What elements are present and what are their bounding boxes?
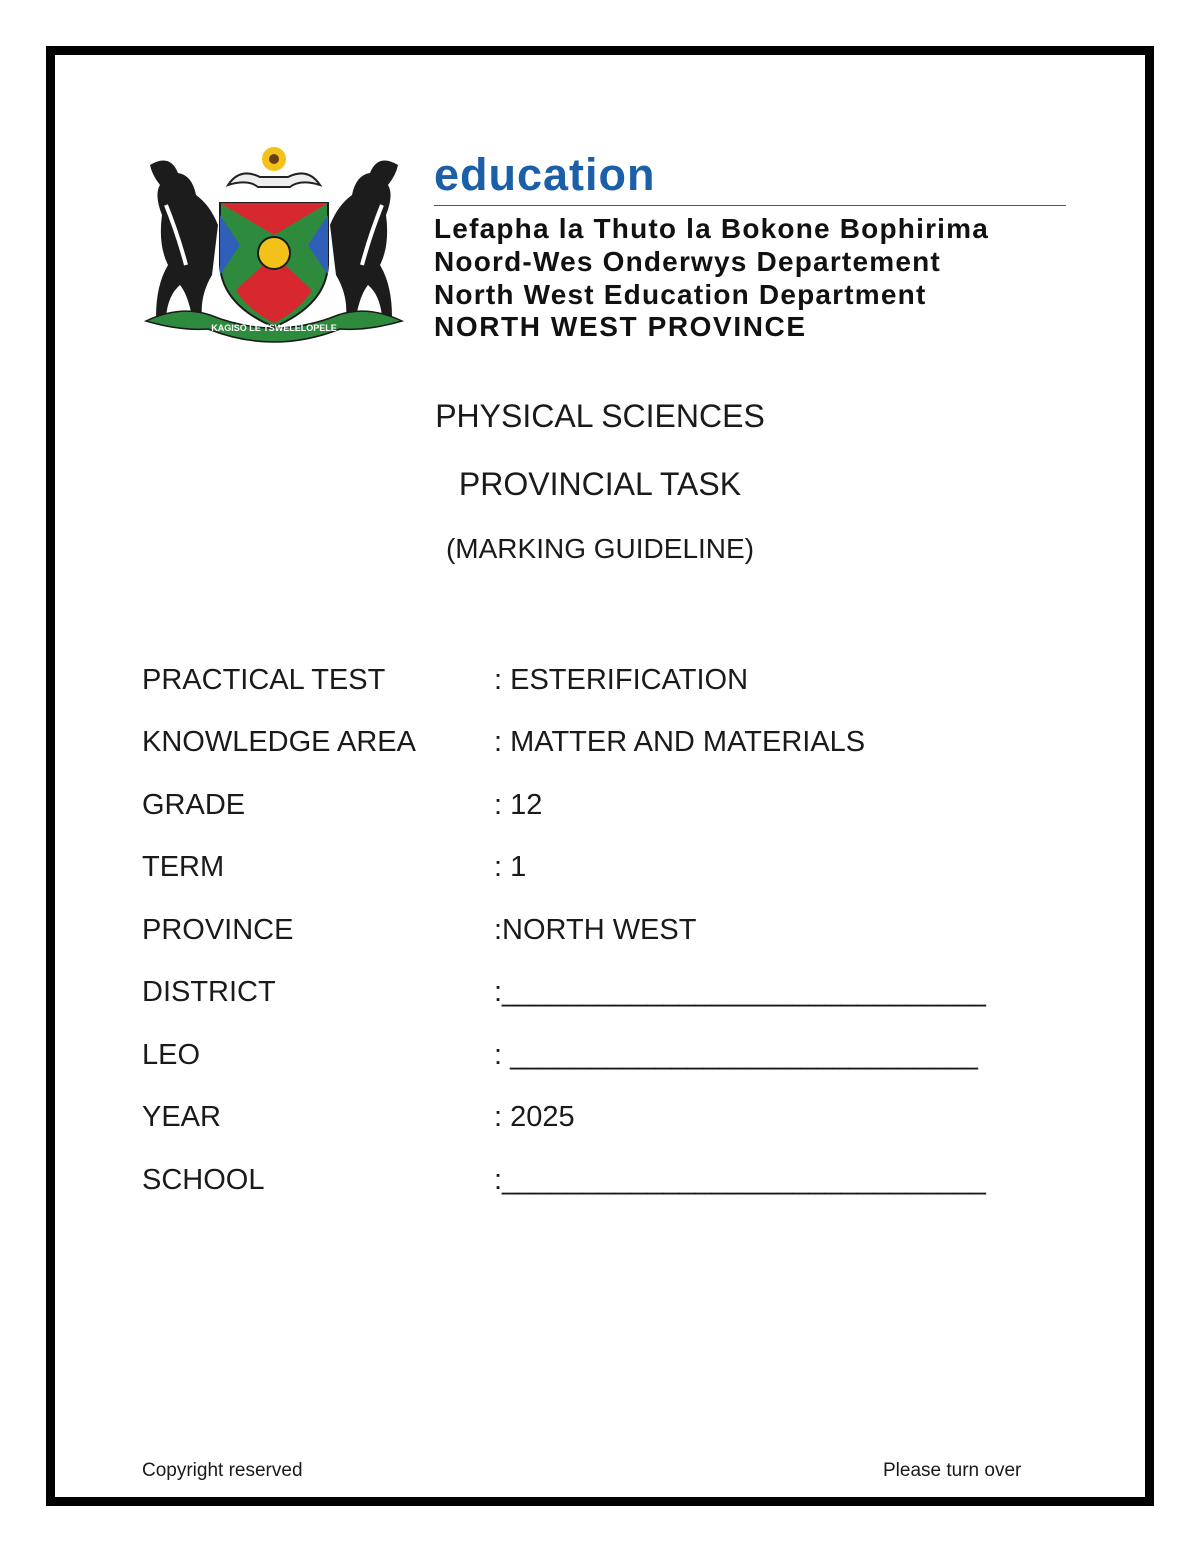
detail-label: PROVINCE bbox=[142, 914, 294, 946]
north-west-coat-of-arms-logo bbox=[140, 145, 408, 355]
department-name-english: North West Education Department bbox=[434, 279, 927, 310]
detail-row-practical-test bbox=[142, 660, 1102, 700]
copyright-notice: Copyright reserved bbox=[142, 1460, 303, 1481]
turn-over-notice: Please turn over bbox=[883, 1460, 1022, 1481]
detail-label: LEO bbox=[142, 1039, 201, 1071]
detail-row-school bbox=[142, 1160, 1102, 1200]
detail-label: DISTRICT bbox=[142, 976, 276, 1008]
detail-value: :NORTH WEST bbox=[494, 914, 697, 946]
detail-row-year bbox=[142, 1097, 1102, 1137]
detail-label: TERM bbox=[142, 851, 225, 883]
motto-text: KAGISO LE TSWELELOPELE bbox=[211, 323, 337, 333]
district-blank-field: :______________________________ bbox=[494, 976, 986, 1008]
detail-value: : MATTER AND MATERIALS bbox=[494, 726, 866, 758]
detail-value: : 2025 bbox=[494, 1101, 575, 1133]
detail-label: GRADE bbox=[142, 789, 246, 821]
detail-row-term bbox=[142, 847, 1102, 887]
detail-row-district bbox=[142, 972, 1102, 1012]
detail-value: : 1 bbox=[494, 851, 527, 883]
province-name: NORTH WEST PROVINCE bbox=[434, 311, 807, 342]
detail-row-grade bbox=[142, 785, 1102, 825]
school-blank-field: :______________________________ bbox=[494, 1164, 986, 1196]
detail-label: SCHOOL bbox=[142, 1164, 265, 1196]
detail-row-leo bbox=[142, 1035, 1102, 1075]
detail-row-province bbox=[142, 910, 1102, 950]
sunflower-icon bbox=[262, 147, 286, 171]
detail-label: KNOWLEDGE AREA bbox=[142, 726, 416, 758]
antelope-left-icon bbox=[150, 161, 218, 318]
brand-divider bbox=[434, 205, 1066, 206]
document-type: (MARKING GUIDELINE) bbox=[445, 533, 755, 564]
department-name-setswana: Lefapha la Thuto la Bokone Bophirima bbox=[434, 213, 990, 244]
detail-value: : 12 bbox=[494, 789, 543, 821]
detail-label: PRACTICAL TEST bbox=[142, 664, 386, 696]
leo-blank-field: : _____________________________ bbox=[494, 1039, 978, 1071]
subject-title: PHYSICAL SCIENCES bbox=[435, 398, 765, 434]
detail-row-knowledge-area bbox=[142, 722, 1102, 762]
shield-icon bbox=[220, 203, 328, 327]
detail-label: YEAR bbox=[142, 1101, 221, 1133]
education-wordmark: education bbox=[434, 149, 656, 200]
detail-value: : ESTERIFICATION bbox=[494, 664, 749, 696]
antelope-right-icon bbox=[330, 161, 398, 318]
department-name-afrikaans: Noord-Wes Onderwys Departement bbox=[434, 246, 941, 277]
task-title: PROVINCIAL TASK bbox=[458, 466, 742, 502]
